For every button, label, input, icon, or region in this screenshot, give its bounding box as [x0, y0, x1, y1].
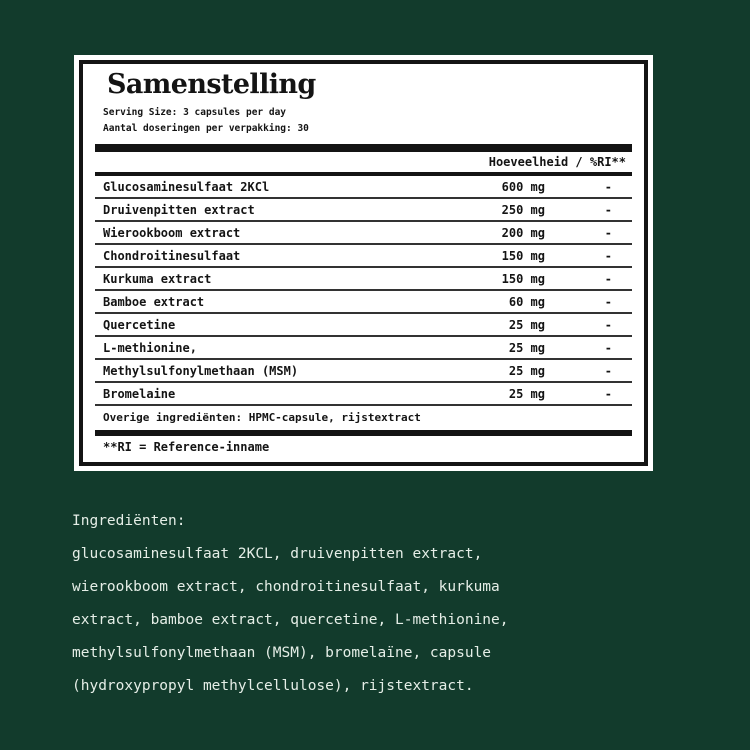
- table-row: [95, 222, 632, 245]
- ingredients-heading: Ingrediënten:: [72, 513, 186, 529]
- ingredient-ri-value: -: [604, 386, 612, 401]
- ingredient-name: Bamboe extract: [103, 294, 205, 309]
- ingredient-amount: 25 mg: [508, 340, 545, 355]
- table-row: [95, 245, 632, 268]
- supplement-facts-border: [79, 60, 648, 466]
- ingredient-amount: 200 mg: [501, 225, 545, 240]
- ingredient-amount: 60 mg: [508, 294, 545, 309]
- panel-title: Samenstelling: [107, 69, 316, 100]
- serving-info: [103, 105, 632, 136]
- ingredient-ri-value: -: [604, 294, 612, 309]
- ingredient-amount: 150 mg: [501, 271, 545, 286]
- ingredients-line: methylsulfonylmethaan (MSM), bromelaïne, capsule: [72, 645, 492, 661]
- reference-intake-footnote: **RI = Reference-inname: [103, 440, 270, 454]
- ingredient-name: Glucosaminesulfaat 2KCl: [103, 179, 270, 194]
- ingredient-name: Druivenpitten extract: [103, 202, 255, 217]
- table-row: [95, 360, 632, 383]
- ingredient-name: Quercetine: [103, 317, 176, 332]
- table-row: [95, 337, 632, 360]
- servings-per-pack-line: Aantal doseringen per verpakking: 30: [103, 122, 309, 134]
- ingredients-line: extract, bamboe extract, quercetine, L-methionine,: [72, 612, 509, 628]
- ingredients-paragraph: [72, 505, 509, 703]
- ingredients-line: wierookboom extract, chondroitinesulfaat, kurkuma: [72, 579, 500, 595]
- supplement-facts-panel: [74, 55, 653, 471]
- serving-size-line: Serving Size: 3 capsules per day: [103, 107, 287, 118]
- ingredient-ri-value: -: [604, 248, 612, 263]
- ingredient-amount: 250 mg: [501, 202, 545, 217]
- amount-column-header: Hoeveelheid / %RI**: [488, 155, 626, 169]
- divider-thick-top: [95, 144, 632, 152]
- ingredient-name: Chondroitinesulfaat: [103, 248, 241, 263]
- ingredient-name: Wierookboom extract: [103, 225, 241, 240]
- table-row: [95, 176, 632, 199]
- ingredient-ri-value: -: [604, 340, 612, 355]
- ingredient-ri-value: -: [604, 179, 612, 194]
- ingredients-line: glucosaminesulfaat 2KCL, druivenpitten extract,: [72, 546, 483, 562]
- ingredient-amount: 25 mg: [508, 386, 545, 401]
- ingredient-amount: 600 mg: [501, 179, 545, 194]
- ingredients-line: (hydroxypropyl methylcellulose), rijstextract.: [72, 678, 474, 694]
- ingredient-name: Methylsulfonylmethaan (MSM): [103, 363, 299, 378]
- ingredient-ri-value: -: [604, 271, 612, 286]
- other-ingredients-row: Overige ingrediënten: HPMC-capsule, rijstextract: [103, 411, 421, 424]
- table-row: [95, 268, 632, 291]
- ingredient-table-body: [95, 176, 632, 406]
- ingredient-name: Bromelaine: [103, 386, 176, 401]
- table-row: [95, 199, 632, 222]
- ingredient-ri-value: -: [604, 225, 612, 240]
- ingredient-ri-value: -: [604, 363, 612, 378]
- ingredient-amount: 25 mg: [508, 363, 545, 378]
- ingredient-ri-value: -: [604, 202, 612, 217]
- ingredient-name: Kurkuma extract: [103, 271, 212, 286]
- table-row: [95, 291, 632, 314]
- ingredient-amount: 25 mg: [508, 317, 545, 332]
- ingredient-name: L-methionine,: [103, 340, 197, 355]
- table-row: [95, 314, 632, 337]
- ingredient-ri-value: -: [604, 317, 612, 332]
- ingredient-amount: 150 mg: [501, 248, 545, 263]
- table-row: [95, 383, 632, 406]
